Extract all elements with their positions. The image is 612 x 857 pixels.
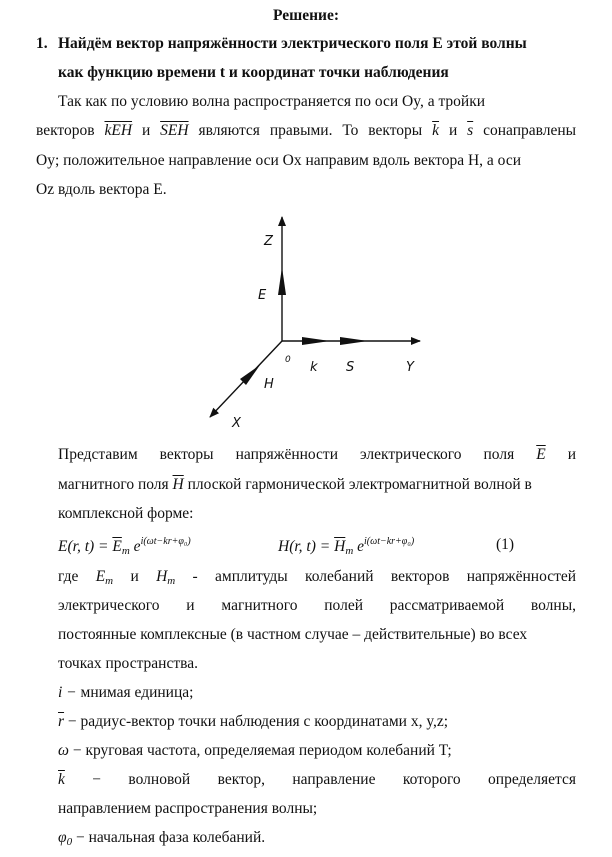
para3-line-1 — [58, 568, 576, 587]
def-phi-text: − начальная фаза колебаний. — [75, 829, 266, 846]
hm-symbol: H — [156, 568, 168, 585]
label-x: X — [232, 416, 241, 431]
para2-line-1 — [58, 446, 576, 464]
text-span: магнитного поля — [58, 476, 169, 493]
vector-triple-seh: $\overline{SEH}$ — [160, 122, 189, 139]
def-phi-sub: 0 — [66, 836, 73, 848]
def-k — [58, 771, 576, 789]
def-phi — [58, 829, 265, 848]
def-k-line-2: направлением распространения волны; — [58, 800, 318, 817]
para1-line-1: Так как по условию волна распространяется по оси Oy, а тройки — [58, 93, 486, 110]
def-k-text: − волновой вектор, направление которого определяется — [92, 771, 576, 788]
label-origin: 0 — [285, 355, 291, 365]
def-i-symbol: i − — [58, 684, 77, 701]
formula-e — [58, 536, 191, 557]
formula-e-amp: $\overline{E}$ — [112, 538, 122, 555]
formula-e-exponent: i(ωt−kr+φ₀) — [140, 536, 191, 547]
para2-line-3: комплексной форме: — [58, 505, 194, 522]
em-sub: m — [105, 575, 114, 587]
hm-sub: m — [167, 575, 176, 587]
formula-e-exp-base: e — [133, 538, 141, 555]
text-span: сонаправлены — [483, 122, 577, 139]
label-s: S — [346, 360, 355, 375]
formula-h-lhs: H(r, t) = — [278, 538, 331, 555]
formula-h — [278, 536, 414, 557]
def-i — [58, 684, 193, 702]
vector-e: $\overline{E}$ — [536, 446, 546, 463]
formula-h-amp: $\overline{H}$ — [334, 538, 346, 555]
para1-line-4: Oz вдоль вектора E. — [36, 181, 167, 198]
vector-h-arrow — [240, 365, 260, 385]
para2-line-2 — [58, 476, 532, 494]
label-k: k — [310, 360, 318, 375]
text-span: плоской гармонической электромагнитной волной в — [187, 476, 532, 493]
text-span: и — [448, 122, 458, 139]
text-span: Представим векторы напряжённости электрического поля — [58, 446, 515, 463]
para3-line-4: точках пространства. — [58, 655, 198, 672]
text-span: векторов — [36, 122, 95, 139]
vector-h: $\overline{H}$ — [172, 476, 184, 493]
def-omega-text: − круговая частота, определяемая периодом колебаний T; — [72, 742, 452, 759]
section-title: Решение: — [272, 7, 339, 24]
formula-e-amp-sub: m — [121, 545, 130, 557]
vector-s-arrow — [340, 337, 368, 345]
text-span: и — [567, 446, 577, 463]
vector-k-arrow — [302, 337, 330, 345]
heading-number: 1. — [36, 35, 48, 52]
formula-h-exponent: i(ωt−kr+φ₀) — [364, 536, 415, 547]
text-span: и — [141, 122, 151, 139]
formula-h-amp-sub: m — [345, 545, 354, 557]
def-r-symbol: $\overline{r}$ — [58, 713, 65, 730]
coordinate-diagram — [190, 205, 430, 435]
heading-text-1: Найдём вектор напряжённости электрического поля E этой волны — [58, 35, 527, 52]
def-omega-symbol: ω — [58, 742, 69, 759]
label-h: H — [264, 377, 274, 392]
em-symbol: E — [95, 568, 106, 585]
heading-line-2: как функцию времени t и координат точки наблюдения — [58, 64, 449, 81]
vector-e-arrow — [278, 267, 286, 295]
vector-k: $\overline{k}$ — [432, 122, 440, 139]
text-span: где — [58, 568, 79, 585]
def-r-text: − радиус-вектор точки наблюдения с координатами x, y,z; — [67, 713, 449, 730]
text-span: - амплитуды колебаний векторов напряжённостей — [192, 568, 577, 585]
def-r — [58, 713, 448, 731]
formula-e-lhs: E(r, t) = — [58, 538, 109, 555]
vector-triple-keh: $\overline{kEH}$ — [104, 122, 133, 139]
text-span: и — [130, 568, 139, 585]
label-e: E — [258, 288, 267, 303]
def-i-text: мнимая единица; — [80, 684, 194, 701]
equation-number: (1) — [496, 536, 515, 553]
para1-line-3: Oy; положительное направление оси Ox направим вдоль вектора H, а оси — [36, 152, 521, 169]
heading-line-1 — [36, 35, 527, 53]
def-phi-symbol: φ — [58, 829, 67, 846]
def-k-symbol: $\overline{k}$ — [58, 771, 65, 788]
text-span: являются правыми. То векторы — [198, 122, 423, 139]
para3-line-2: электрического и магнитного полей рассматриваемой волны, — [58, 597, 576, 614]
label-z: Z — [264, 234, 273, 249]
para1-line-2 — [36, 122, 576, 140]
label-y: Y — [406, 360, 414, 375]
para3-line-3: постоянные комплексные (в частном случае – действительные) во всех — [58, 626, 528, 643]
def-omega — [58, 742, 452, 760]
vector-s: $\overline{s}$ — [467, 122, 474, 139]
formula-h-exp-base: e — [357, 538, 365, 555]
